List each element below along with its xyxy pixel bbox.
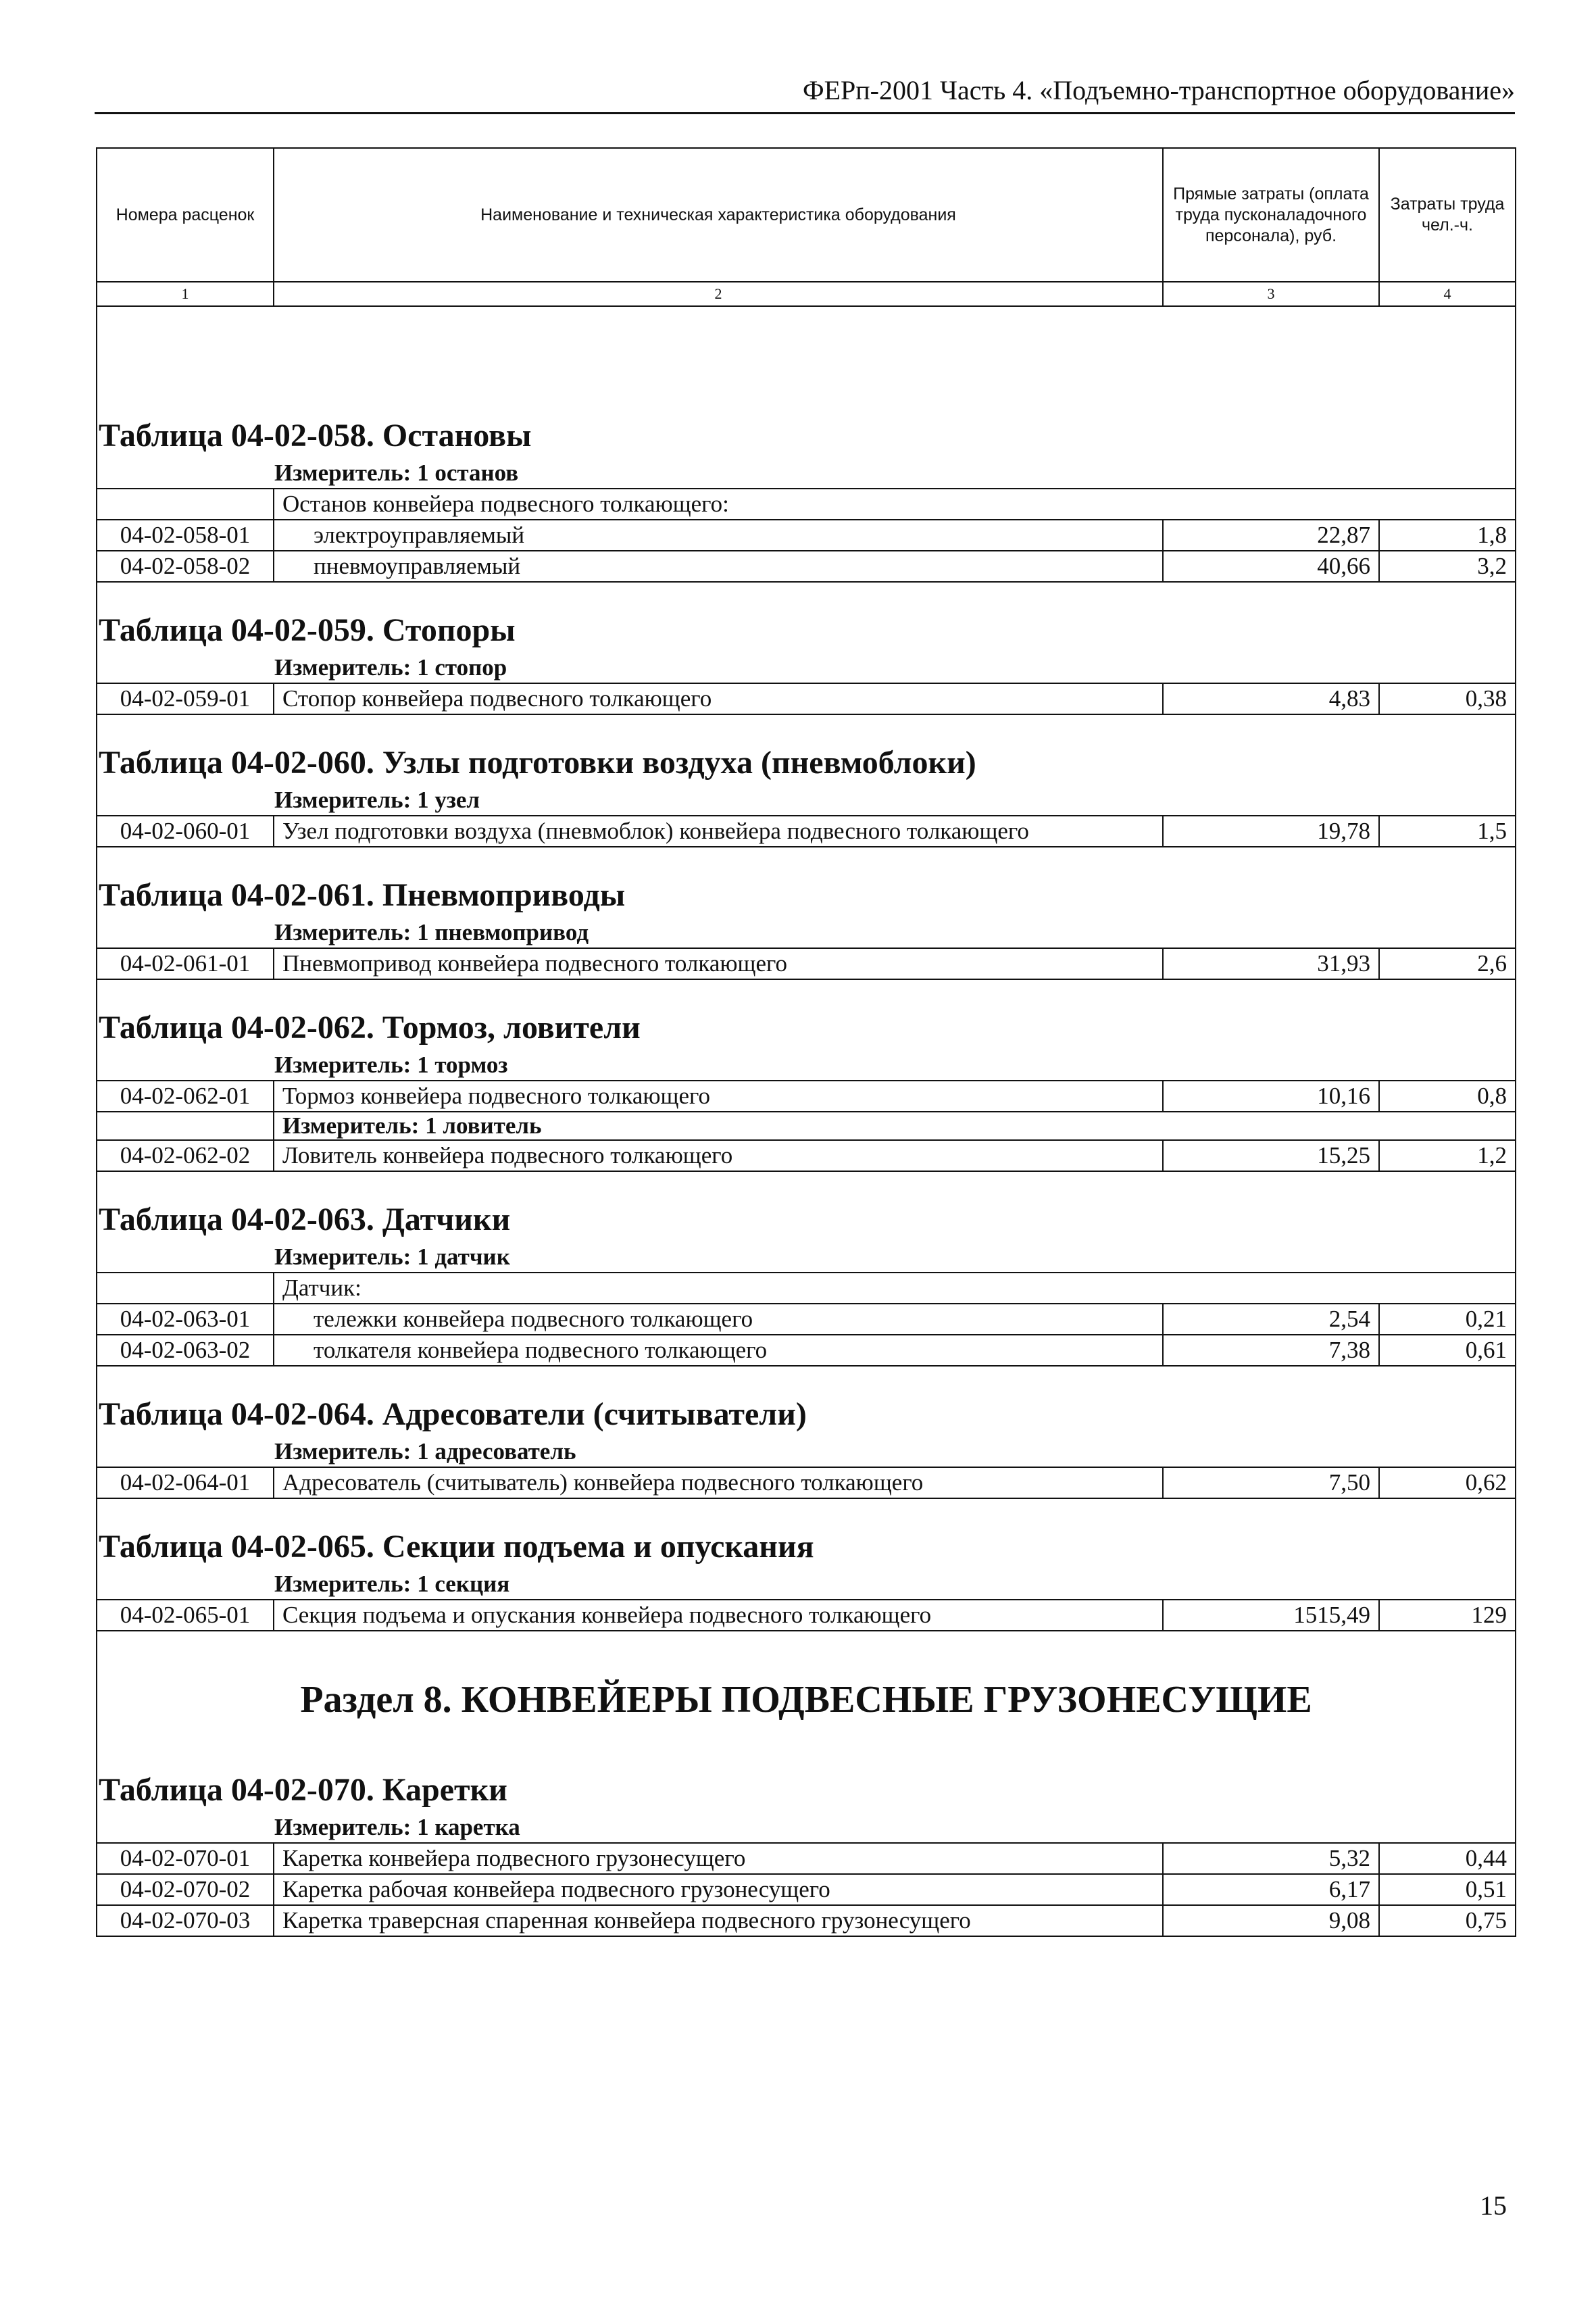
row-name: Стопор конвейера подвесного толкающего [274, 683, 1163, 714]
section-title: Раздел 8. КОНВЕЙЕРЫ ПОДВЕСНЫЕ ГРУЗОНЕСУЩИЕ [97, 1663, 1516, 1737]
table-title: Таблица 04-02-059. Стопоры [97, 610, 1516, 651]
row-code: 04-02-070-01 [97, 1843, 274, 1874]
row-code: 04-02-063-01 [97, 1304, 274, 1335]
measure-unit: Измеритель: 1 каретка [97, 1811, 1516, 1843]
row-cost: 4,83 [1163, 683, 1379, 714]
blank-space [97, 714, 1516, 742]
table-row [97, 1140, 1516, 1171]
row-labor: 2,6 [1379, 948, 1516, 979]
row-labor: 1,2 [1379, 1140, 1516, 1171]
col-number: 4 [1379, 282, 1516, 306]
row-cost: 10,16 [1163, 1081, 1379, 1112]
row-name: толкателя конвейера подвесного толкающего [274, 1335, 1163, 1366]
col-header-labor: Затраты труда чел.-ч. [1379, 148, 1516, 282]
row-code: 04-02-064-01 [97, 1467, 274, 1498]
row-labor: 0,21 [1379, 1304, 1516, 1335]
col-number: 3 [1163, 282, 1379, 306]
table-row [97, 520, 1516, 551]
table-row [97, 948, 1516, 979]
row-labor: 1,5 [1379, 816, 1516, 847]
table-row [97, 1304, 1516, 1335]
table-row [97, 1905, 1516, 1936]
col-header-name: Наименование и техническая характеристика оборудования [274, 148, 1163, 282]
row-cost: 7,38 [1163, 1335, 1379, 1366]
table-title: Таблица 04-02-063. Датчики [97, 1199, 1516, 1241]
blank-space [97, 1631, 1516, 1663]
row-name: тележки конвейера подвесного толкающего [274, 1304, 1163, 1335]
col-number: 1 [97, 282, 274, 306]
table-title: Таблица 04-02-064. Адресователи (считыватели) [97, 1394, 1516, 1435]
table-row [97, 1081, 1516, 1112]
row-code: 04-02-065-01 [97, 1600, 274, 1631]
table-title: Таблица 04-02-061. Пневмоприводы [97, 875, 1516, 916]
group-label: Датчик: [274, 1273, 1516, 1304]
row-name: пневмоуправляемый [274, 551, 1163, 582]
blank-space [97, 1171, 1516, 1199]
table-title: Таблица 04-02-058. Остановы [97, 415, 1516, 457]
blank-space [97, 979, 1516, 1007]
table-row [97, 551, 1516, 582]
row-name: Тормоз конвейера подвесного толкающего [274, 1081, 1163, 1112]
measure-unit: Измеритель: 1 секция [97, 1568, 1516, 1600]
row-code: 04-02-070-03 [97, 1905, 274, 1936]
col-header-codes: Номера расценок [97, 148, 274, 282]
row-code: 04-02-062-02 [97, 1140, 274, 1171]
table-row [97, 1874, 1516, 1905]
row-name: Адресователь (считыватель) конвейера подвесного толкающего [274, 1467, 1163, 1498]
col-header-direct-cost: Прямые затраты (оплата труда пусконаладочного персонала), руб. [1163, 148, 1379, 282]
row-labor: 0,61 [1379, 1335, 1516, 1366]
row-name: Ловитель конвейера подвесного толкающего [274, 1140, 1163, 1171]
row-cost: 7,50 [1163, 1467, 1379, 1498]
row-cost: 22,87 [1163, 520, 1379, 551]
row-cost: 31,93 [1163, 948, 1379, 979]
measure-unit: Измеритель: 1 тормоз [97, 1049, 1516, 1081]
table-title: Таблица 04-02-065. Секции подъема и опускания [97, 1526, 1516, 1568]
row-cost: 9,08 [1163, 1905, 1379, 1936]
column-header-row [97, 148, 1516, 282]
row-code: 04-02-063-02 [97, 1335, 274, 1366]
row-name: Секция подъема и опускания конвейера подвесного толкающего [274, 1600, 1163, 1631]
measure-unit: Измеритель: 1 узел [97, 784, 1516, 816]
table-title: Таблица 04-02-060. Узлы подготовки воздуха (пневмоблоки) [97, 742, 1516, 784]
row-code: 04-02-062-01 [97, 1081, 274, 1112]
measure-unit: Измеритель: 1 датчик [97, 1241, 1516, 1273]
row-code: 04-02-059-01 [97, 683, 274, 714]
price-table [96, 147, 1516, 1937]
group-label: Останов конвейера подвесного толкающего: [274, 489, 1516, 520]
table-row [97, 1467, 1516, 1498]
running-header: ФЕРп-2001 Часть 4. «Подъемно-транспортное оборудование» [802, 75, 1515, 105]
table-row [97, 816, 1516, 847]
measure-unit: Измеритель: 1 останов [97, 457, 1516, 489]
column-number-row [97, 282, 1516, 306]
empty-cell [97, 1273, 274, 1304]
blank-space [97, 847, 1516, 875]
row-code: 04-02-060-01 [97, 816, 274, 847]
header-rule [95, 112, 1515, 114]
row-name: Узел подготовки воздуха (пневмоблок) конвейера подвесного толкающего [274, 816, 1163, 847]
blank-space [97, 582, 1516, 610]
row-labor: 0,62 [1379, 1467, 1516, 1498]
measure-unit: Измеритель: 1 ловитель [274, 1112, 1516, 1140]
empty-cell [97, 489, 274, 520]
row-cost: 5,32 [1163, 1843, 1379, 1874]
table-row [97, 683, 1516, 714]
row-labor: 0,44 [1379, 1843, 1516, 1874]
page-number: 15 [1480, 2190, 1507, 2221]
row-labor: 1,8 [1379, 520, 1516, 551]
blank-space [97, 1737, 1516, 1769]
row-labor: 0,38 [1379, 683, 1516, 714]
measure-unit: Измеритель: 1 адресователь [97, 1435, 1516, 1467]
row-labor: 0,8 [1379, 1081, 1516, 1112]
row-cost: 40,66 [1163, 551, 1379, 582]
row-labor: 3,2 [1379, 551, 1516, 582]
row-cost: 2,54 [1163, 1304, 1379, 1335]
row-labor: 0,75 [1379, 1905, 1516, 1936]
blank-space [97, 1498, 1516, 1526]
table-row [97, 1600, 1516, 1631]
row-name: Каретка рабочая конвейера подвесного грузонесущего [274, 1874, 1163, 1905]
row-cost: 19,78 [1163, 816, 1379, 847]
blank-space [97, 1366, 1516, 1394]
table-title: Таблица 04-02-070. Каретки [97, 1769, 1516, 1811]
row-cost: 6,17 [1163, 1874, 1379, 1905]
row-name: Пневмопривод конвейера подвесного толкающего [274, 948, 1163, 979]
row-name: электроуправляемый [274, 520, 1163, 551]
row-cost: 1515,49 [1163, 1600, 1379, 1631]
blank-space [97, 306, 1516, 415]
row-cost: 15,25 [1163, 1140, 1379, 1171]
col-number: 2 [274, 282, 1163, 306]
row-name: Каретка траверсная спаренная конвейера подвесного грузонесущего [274, 1905, 1163, 1936]
measure-unit: Измеритель: 1 пневмопривод [97, 916, 1516, 948]
table-title: Таблица 04-02-062. Тормоз, ловители [97, 1007, 1516, 1049]
row-code: 04-02-061-01 [97, 948, 274, 979]
empty-cell [97, 1112, 274, 1140]
row-code: 04-02-058-02 [97, 551, 274, 582]
row-code: 04-02-058-01 [97, 520, 274, 551]
table-row [97, 1843, 1516, 1874]
row-labor: 129 [1379, 1600, 1516, 1631]
row-labor: 0,51 [1379, 1874, 1516, 1905]
row-name: Каретка конвейера подвесного грузонесущего [274, 1843, 1163, 1874]
row-code: 04-02-070-02 [97, 1874, 274, 1905]
measure-unit: Измеритель: 1 стопор [97, 651, 1516, 683]
table-row [97, 1335, 1516, 1366]
